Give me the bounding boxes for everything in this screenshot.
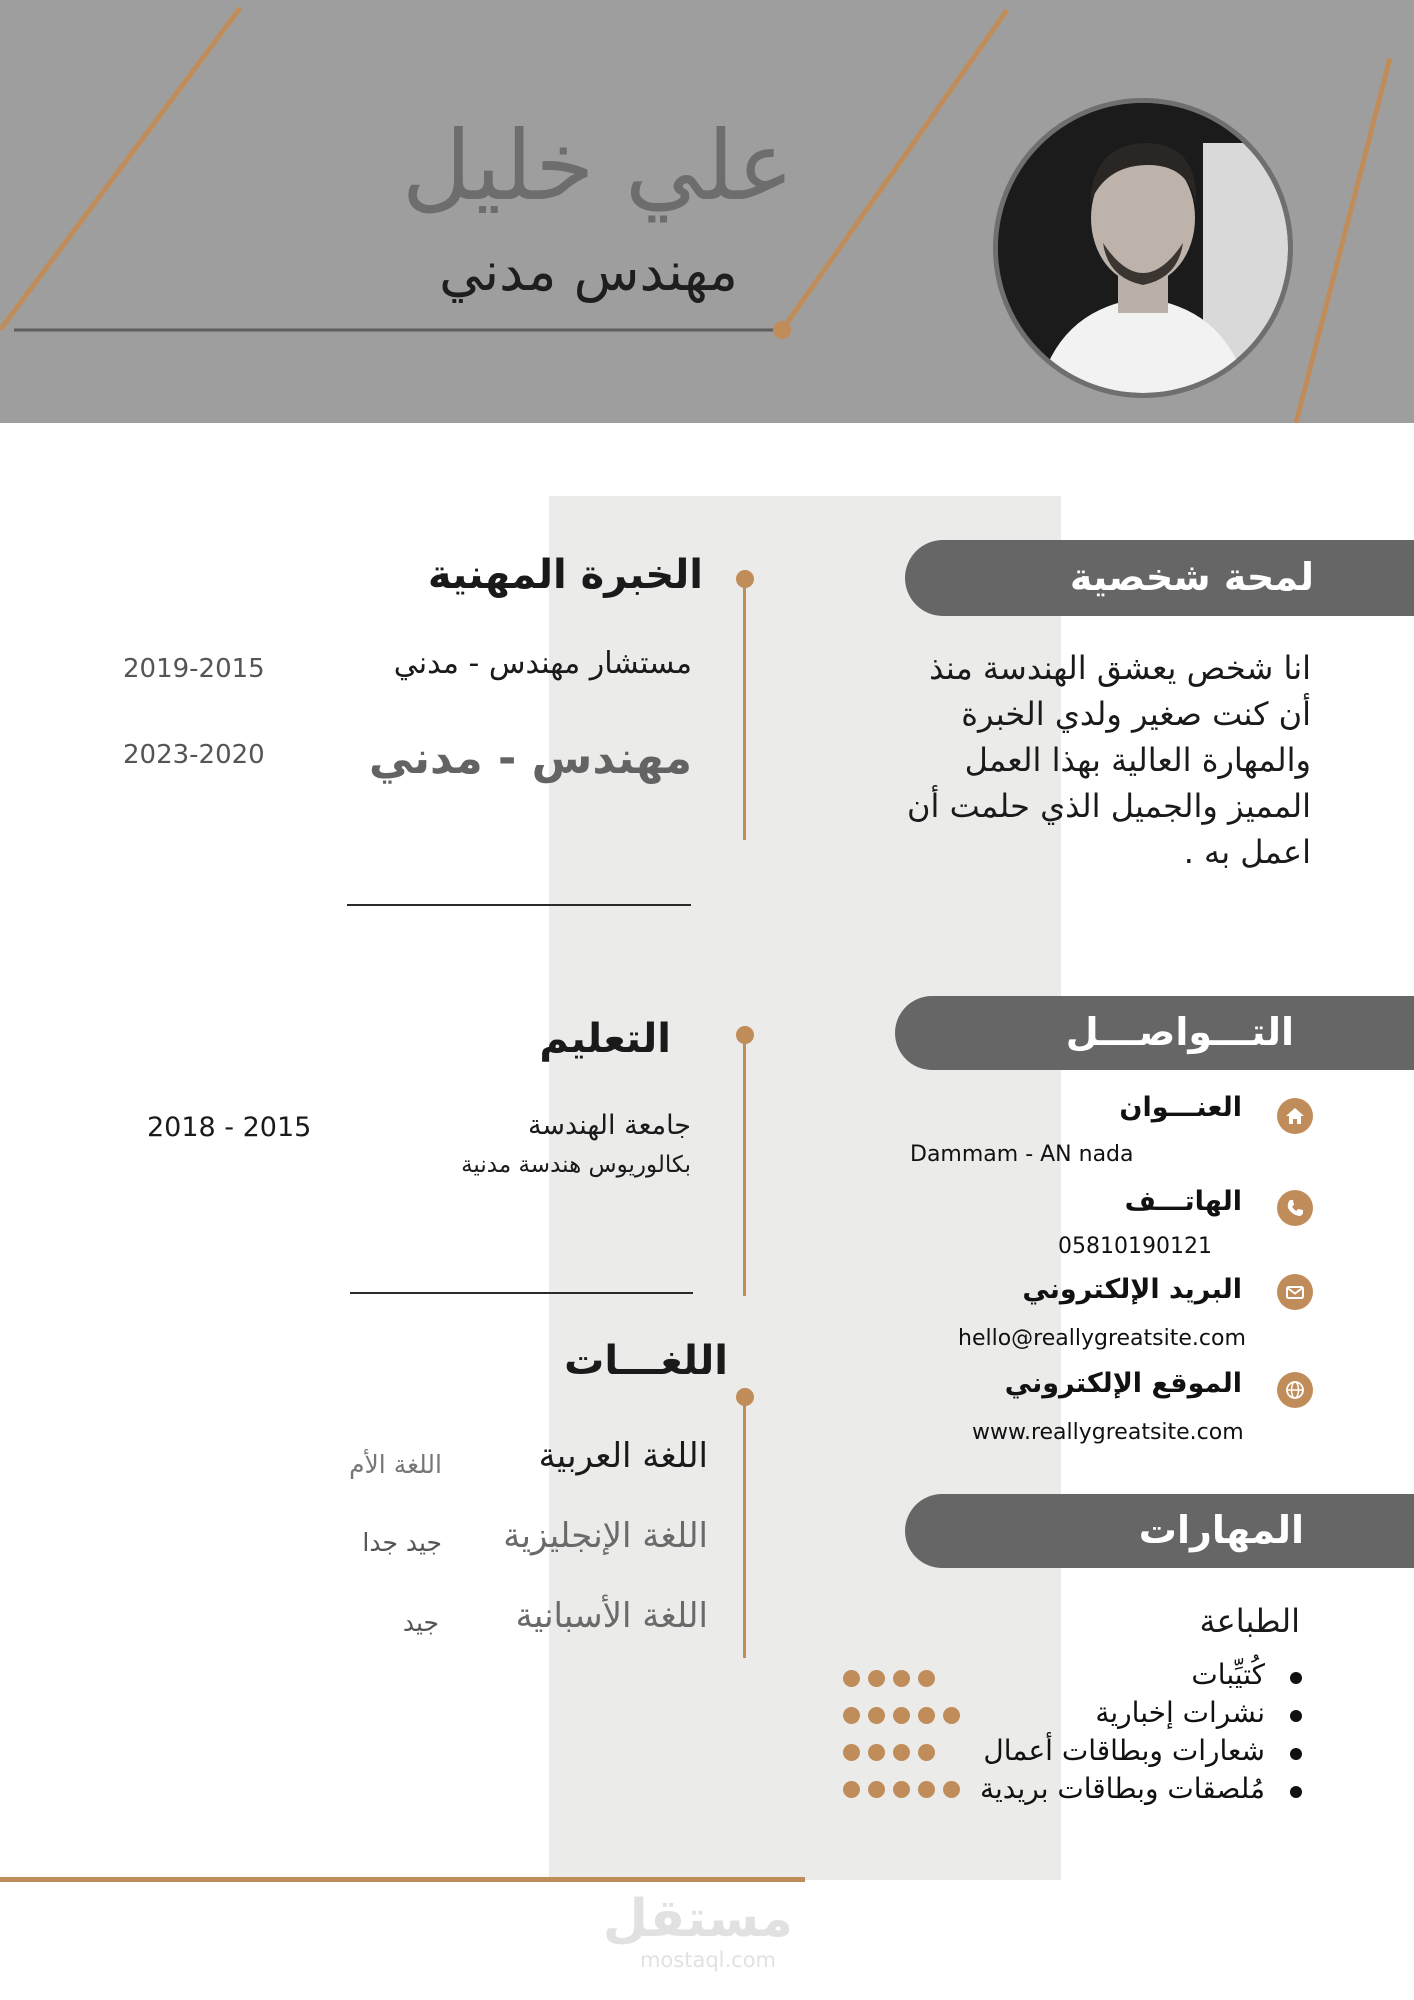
decor-dot: [918, 1744, 935, 1761]
job-title: مهندس مدني: [439, 240, 738, 303]
header-banner: [0, 0, 1414, 423]
education-divider: [350, 1292, 693, 1294]
experience-role-1: مستشار مهندس - مدني: [393, 646, 692, 681]
website-value[interactable]: www.reallygreatsite.com: [972, 1420, 1244, 1445]
experience-role-2: مهندس - مدني: [369, 733, 692, 784]
address-value: Dammam - AN nada: [910, 1142, 1134, 1167]
decor-dot: [868, 1781, 885, 1798]
profile-title: لمحة شخصية: [1069, 555, 1314, 600]
language-name-1: اللغة العربية: [538, 1436, 708, 1476]
education-period: 2018 - 2015: [147, 1112, 312, 1143]
email-label: البريد الإلكتروني: [1022, 1274, 1242, 1305]
decor-dot: [918, 1707, 935, 1724]
decor-dot: [893, 1781, 910, 1798]
skills-title: المهارات: [1138, 1508, 1304, 1553]
decor-dot: [843, 1744, 860, 1761]
phone-icon: [1277, 1190, 1313, 1226]
decor-dot: [868, 1744, 885, 1761]
education-title: التعليم: [539, 1016, 671, 1062]
experience-title: الخبرة المهنية: [427, 552, 703, 598]
language-name-3: اللغة الأسبانية: [515, 1596, 708, 1636]
decorative-dot-grid: [843, 1670, 973, 1800]
decor-dot: [868, 1707, 885, 1724]
profile-photo: [993, 98, 1293, 398]
decor-dot: [843, 1707, 860, 1724]
experience-timeline: [743, 580, 746, 840]
phone-value: 05810190121: [1058, 1234, 1212, 1259]
language-level-2: جيد جدا: [362, 1528, 442, 1557]
language-name-2: اللغة الإنجليزية: [503, 1516, 708, 1556]
skills-pill: [905, 1494, 1414, 1568]
decor-dot: [893, 1670, 910, 1687]
language-level-3: جيد: [402, 1608, 439, 1637]
experience-period-2: 2023-2020: [123, 740, 265, 770]
skill-bullet-3: [1290, 1748, 1302, 1760]
skill-item-4: مُلصقات وبطاقات بريدية: [979, 1772, 1265, 1805]
skills-category: الطباعة: [1199, 1602, 1300, 1640]
profile-line-4: المميز والجميل الذي حلمت أن: [907, 787, 1311, 825]
skill-item-3: شعارات وبطاقات أعمال: [983, 1734, 1265, 1767]
skill-bullet-2: [1290, 1710, 1302, 1722]
education-timeline: [743, 1036, 746, 1296]
decor-dot: [893, 1707, 910, 1724]
watermark-logo: مستقل: [602, 1889, 793, 1949]
website-label: الموقع الإلكتروني: [1004, 1368, 1242, 1399]
decor-dot: [843, 1670, 860, 1687]
profile-line-2: أن كنت صغير ولدي الخبرة: [961, 695, 1311, 733]
skill-bullet-1: [1290, 1672, 1302, 1684]
languages-title: اللغـــات: [564, 1338, 728, 1384]
languages-timeline: [743, 1398, 746, 1658]
decor-dot: [943, 1781, 960, 1798]
education-school: جامعة الهندسة: [527, 1110, 691, 1141]
decor-dot: [868, 1670, 885, 1687]
mail-icon: [1277, 1274, 1313, 1310]
skill-bullet-4: [1290, 1786, 1302, 1798]
skill-item-1: كُتيِّبات: [1191, 1658, 1265, 1691]
person-name: علي خليل: [401, 110, 794, 222]
contact-title: التـــواصـــل: [1065, 1010, 1294, 1055]
globe-icon: [1277, 1372, 1313, 1408]
education-degree: بكالوريوس هندسة مدنية: [461, 1152, 691, 1178]
contact-pill: [895, 996, 1414, 1070]
decor-dot: [918, 1781, 935, 1798]
profile-line-1: انا شخص يعشق الهندسة منذ: [929, 649, 1311, 687]
address-label: العنـــوان: [1119, 1092, 1242, 1123]
profile-pill: [905, 540, 1414, 616]
phone-label: الهاتـــف: [1124, 1186, 1242, 1217]
watermark-domain: mostaql.com: [639, 1948, 777, 1972]
profile-text: [907, 645, 1311, 875]
skill-item-2: نشرات إخبارية: [1095, 1696, 1265, 1729]
home-icon: [1277, 1098, 1313, 1134]
profile-line-5: اعمل به .: [1183, 833, 1311, 871]
profile-line-3: والمهارة العالية بهذا العمل: [964, 741, 1311, 779]
experience-divider: [347, 904, 691, 906]
decor-dot: [918, 1670, 935, 1687]
footer-accent-line: [0, 1877, 805, 1882]
person-portrait-icon: [998, 103, 1288, 393]
decor-dot: [893, 1744, 910, 1761]
experience-period-1: 2019-2015: [123, 654, 265, 684]
decor-dot: [843, 1781, 860, 1798]
email-value[interactable]: hello@reallygreatsite.com: [958, 1326, 1246, 1351]
watermark: [602, 1889, 793, 1972]
decor-dot: [943, 1707, 960, 1724]
language-level-1: اللغة الأم: [349, 1450, 442, 1479]
